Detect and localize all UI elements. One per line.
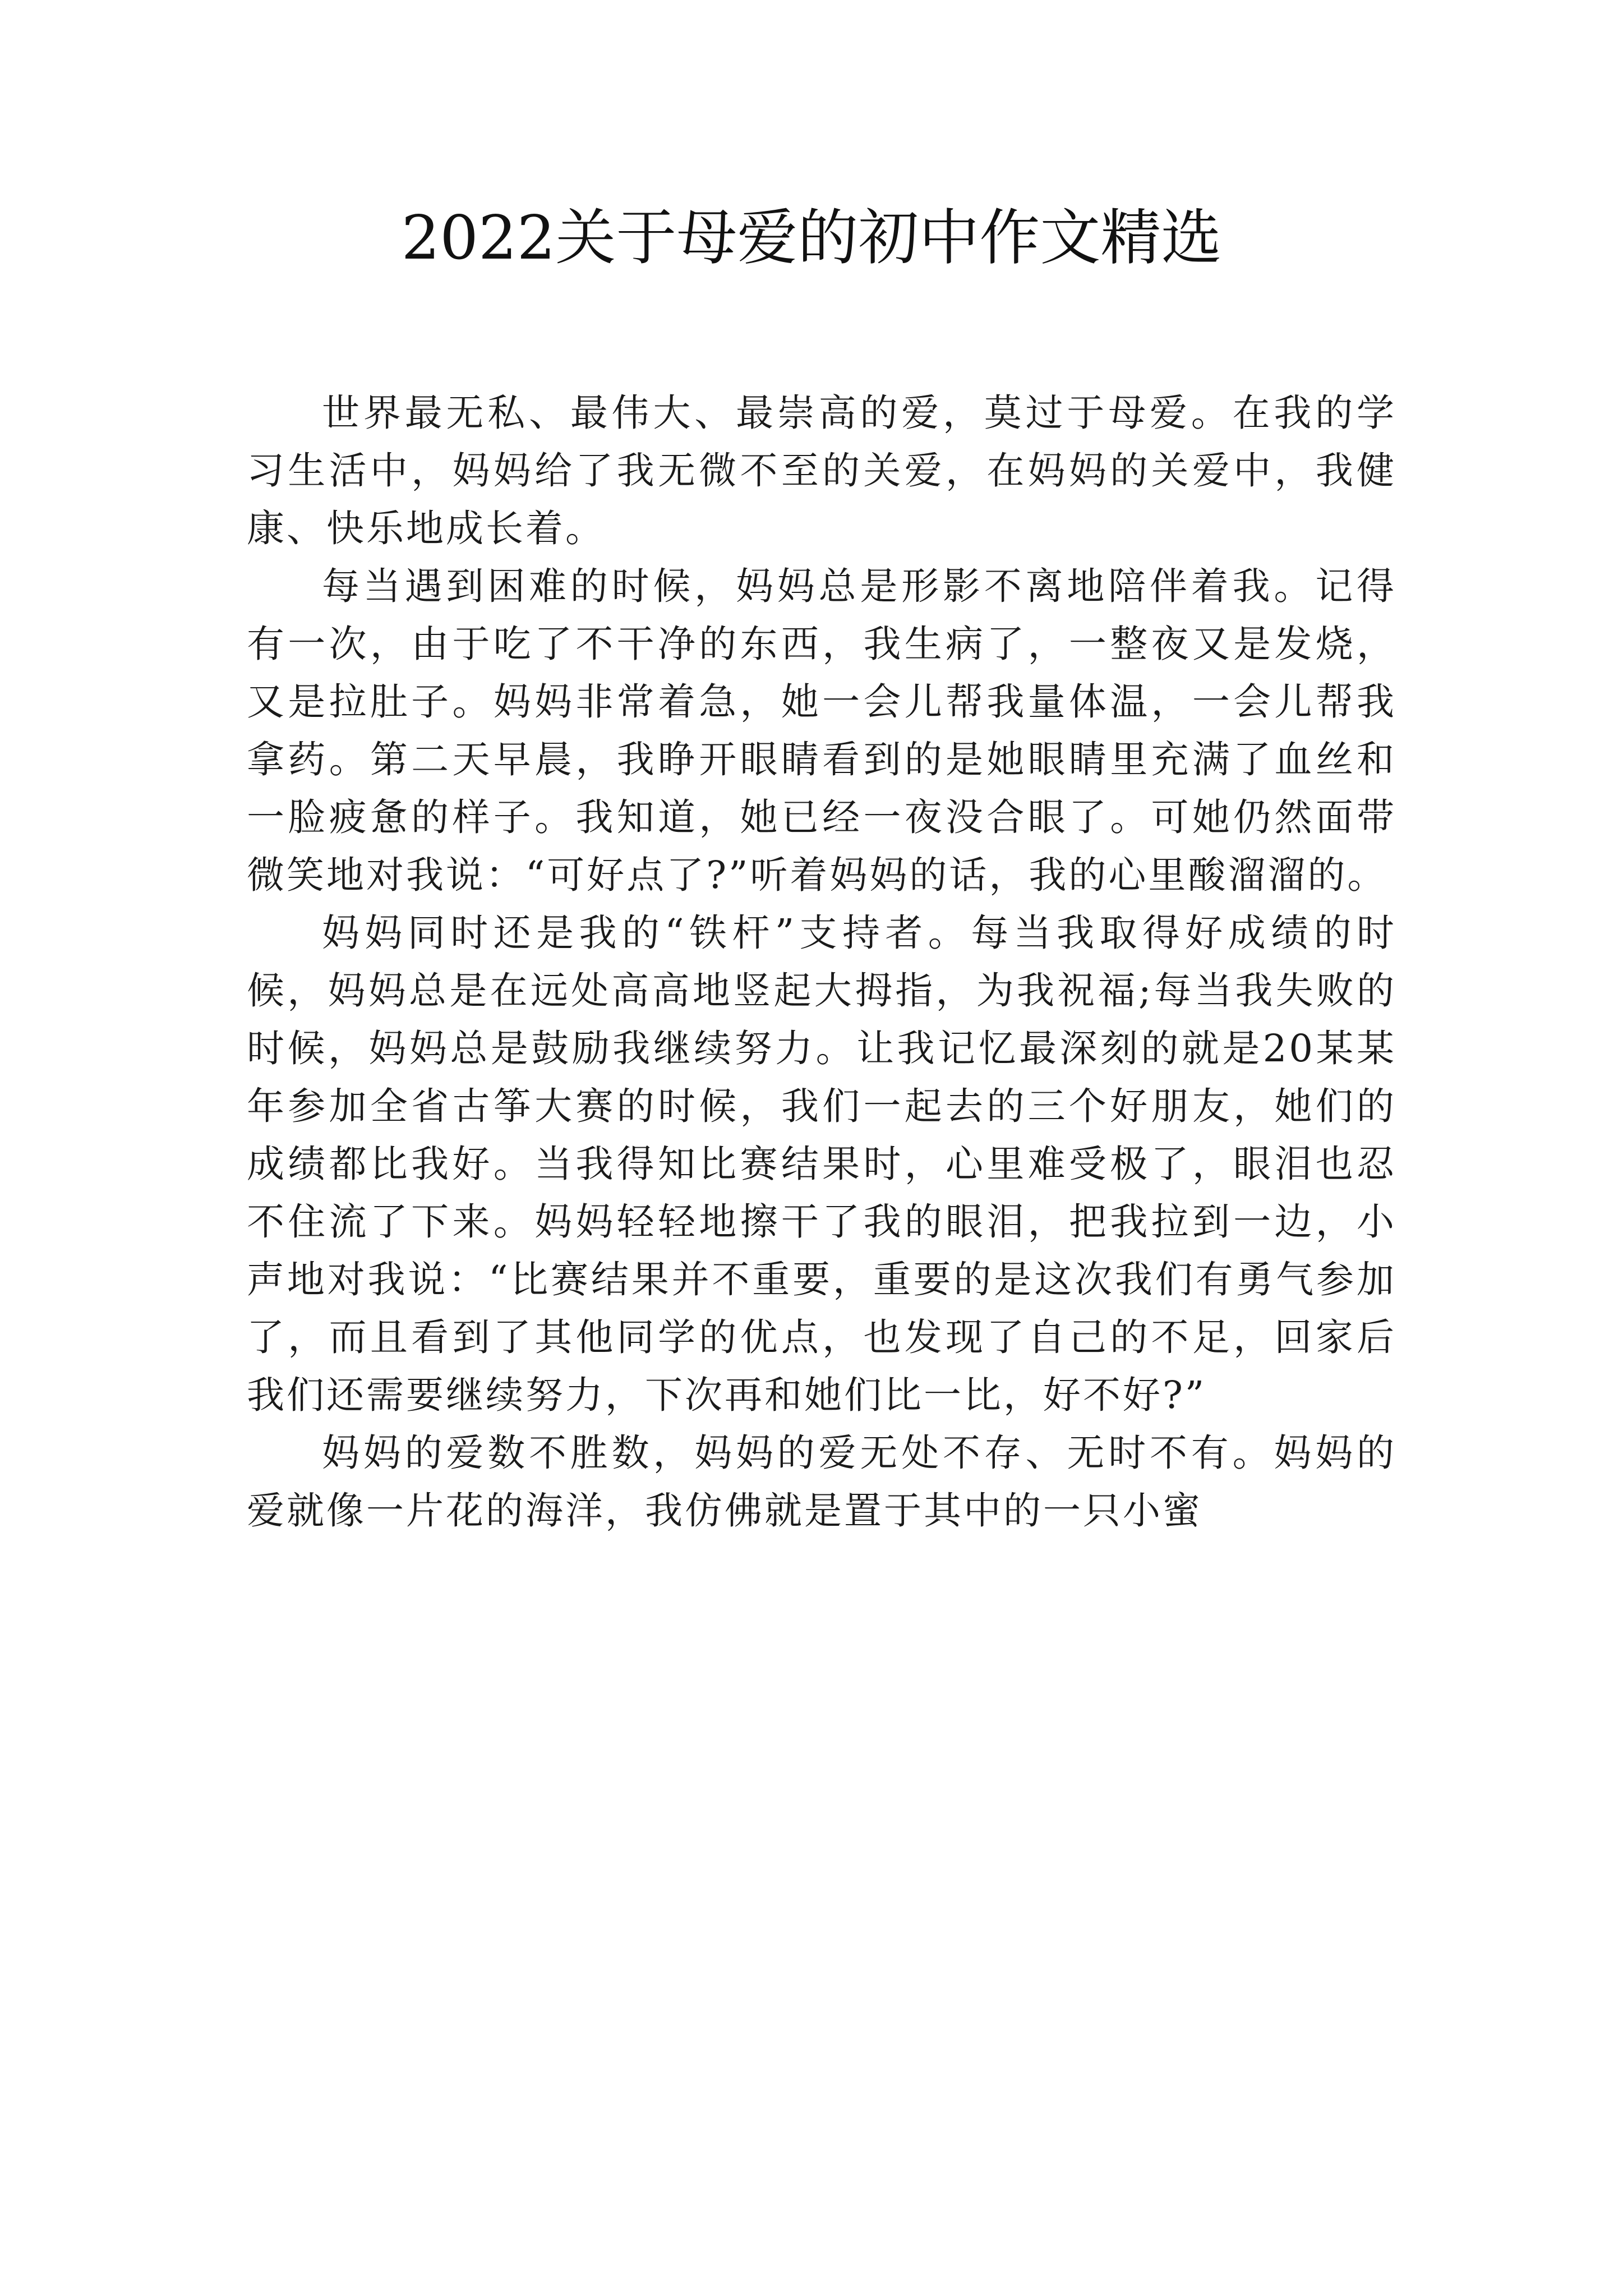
- paragraph-2: 每当遇到困难的时候，妈妈总是形影不离地陪伴着我。记得有一次，由于吃了不干净的东西，我生病了，一整夜又是发烧，又是拉肚子。妈妈非常着急，她一会儿帮我量体温，一会儿帮我拿药。第二天早晨，我睁开眼睛看到的是她眼睛里充满了血丝和一脸疲惫的样子。我知道，她已经一夜没合眼了。可她仍然面带微笑地对我说：“可好点了?”听着妈妈的话，我的心里酸溜溜的。: [247, 564, 1396, 897]
- paragraph-3: 妈妈同时还是我的“铁杆”支持者。每当我取得好成绩的时候，妈妈总是在远处高高地竖起大拇指，为我祝福;每当我失败的时候，妈妈总是鼓励我继续努力。让我记忆最深刻的就是20某某年参加全省古筝大赛的时候，我们一起去的三个好朋友，她们的成绩都比我好。当我得知比赛结果时，心里难受极了，眼泪也忍不住流了下来。妈妈轻轻地擦干了我的眼泪，把我拉到一边，小声地对我说：“比赛结果并不重要，重要的是这次我们有勇气参加了，而且看到了其他同学的优点，也发现了自己的不足，回家后我们还需要继续努力，下次再和她们比一比，好不好?”: [247, 911, 1396, 1417]
- paragraph-4: 妈妈的爱数不胜数，妈妈的爱无处不存、无时不有。妈妈的爱就像一片花的海洋，我仿佛就是置于其中的一只小蜜: [247, 1431, 1396, 1533]
- document-body: [247, 384, 1396, 1540]
- paragraph-1: 世界最无私、最伟大、最崇高的爱，莫过于母爱。在我的学习生活中，妈妈给了我无微不至的关爱，在妈妈的关爱中，我健康、快乐地成长着。: [247, 391, 1396, 550]
- document-title: 2022关于母爱的初中作文精选: [401, 203, 1222, 273]
